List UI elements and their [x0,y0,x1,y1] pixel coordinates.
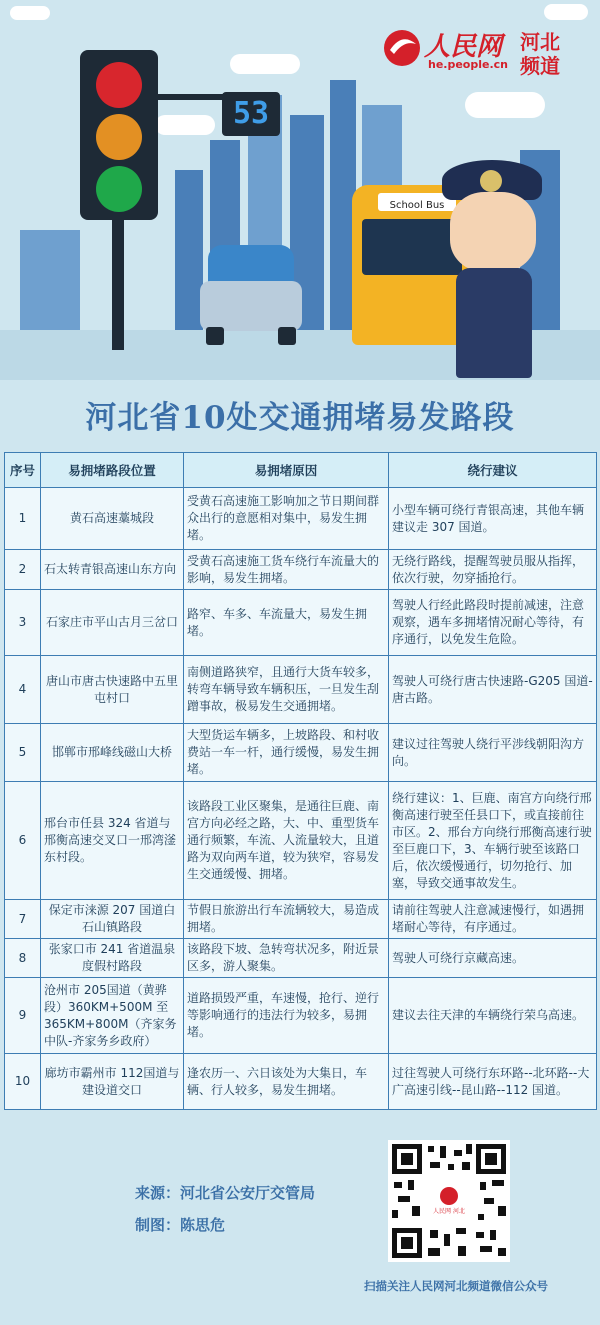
table-row [5,900,597,939]
traffic-pole [112,218,124,350]
traffic-light [80,50,158,220]
col-header-no: 序号 [5,453,41,488]
table-row [5,1054,597,1110]
channel-label: 河北 [520,30,560,54]
row-advice: 驾驶人行经此路段时提前减速，注意观察，遇车多拥堵情况耐心等待，有序通行，以免发生危险。 [389,590,597,656]
row-reason: 逢农历一、六日该处为大集日，车辆、行人较多，易发生拥堵。 [184,1054,389,1110]
designer-credit: 制图：陈思危 [135,1216,226,1234]
row-no: 1 [5,488,41,550]
row-no: 8 [5,939,41,978]
table-row [5,590,597,656]
row-reason: 路窄、车多、车流量大，易发生拥堵。 [184,590,389,656]
row-location: 黄石高速藁城段 [41,488,184,550]
row-no: 4 [5,656,41,724]
row-no: 7 [5,900,41,939]
table-row [5,978,597,1054]
row-advice: 无绕行路线，提醒驾驶员服从指挥，依次行驶，勿穿插抢行。 [389,550,597,590]
row-advice: 驾驶人可绕行唐古快速路-G205 国道-唐古路。 [389,656,597,724]
row-location: 邢台市任县 324 省道与邢衡高速交叉口一邢湾滏东村段。 [41,782,184,900]
row-reason: 节假日旅游出行车流辆较大，易造成拥堵。 [184,900,389,939]
page-title: 河北省10处交通拥堵易发路段 [85,400,515,436]
row-location: 唐山市唐古快速路中五里屯村口 [41,656,184,724]
countdown-value: 53 [232,96,270,131]
police-officer [428,160,558,380]
row-reason: 该路段下坡、急转弯状况多，附近景区多，游人聚集。 [184,939,389,978]
cloud [155,115,215,135]
table-row [5,656,597,724]
site-url: he.people.cn [428,58,508,71]
row-advice: 小型车辆可绕行青银高速，其他车辆建议走 307 国道。 [389,488,597,550]
row-no: 5 [5,724,41,782]
yellow-light-icon [96,114,142,160]
row-location: 邯郸市邢峰线磁山大桥 [41,724,184,782]
row-advice: 绕行建议：1、巨鹿、南宫方向绕行邢衡高速行驶至任县口下，或直接前往市区。2、邢台方向绕行邢衡高速行驶至巨鹿口下，3、车辆行驶至该路口后，依次缓慢通行，切勿抢行、加塞，导致交通事故发生。 [389,782,597,900]
countdown-display [222,92,280,136]
channel-label-2: 频道 [520,54,560,78]
row-no: 3 [5,590,41,656]
car [200,245,302,345]
row-reason: 受黄石高速施工影响加之节日期间群众出行的意愿相对集中，易发生拥堵。 [184,488,389,550]
congestion-table [4,452,597,1110]
row-advice: 请前往驾驶人注意减速慢行，如遇拥堵耐心等待，有序通过。 [389,900,597,939]
traffic-arm [156,94,226,100]
col-header-advice: 绕行建议 [389,453,597,488]
qr-code[interactable] [388,1140,510,1262]
row-reason: 道路损毁严重，车速慢，抢行、逆行等影响通行的违法行为较多，易拥堵。 [184,978,389,1054]
qr-badge-text: 人民网 河北 [433,1208,465,1215]
cloud [544,4,588,20]
row-advice: 建议去往天津的车辆绕行荣乌高速。 [389,978,597,1054]
hero-illustration [0,0,600,380]
row-no: 2 [5,550,41,590]
table-row [5,488,597,550]
row-location: 石家庄市平山古月三岔口 [41,590,184,656]
row-reason: 受黄石高速施工货车绕行车流量大的影响，易发生拥堵。 [184,550,389,590]
row-advice: 过往驾驶人可绕行东环路--北环路--大广高速引线--昆山路--112 国道。 [389,1054,597,1110]
row-advice: 驾驶人可绕行京藏高速。 [389,939,597,978]
row-location: 保定市涞源 207 国道白石山镇路段 [41,900,184,939]
red-light-icon [96,62,142,108]
col-header-reason: 易拥堵原因 [184,453,389,488]
bus-sign: School Bus [378,193,456,211]
people-logo [380,24,580,82]
row-location: 廊坊市霸州市 112国道与建设道交口 [41,1054,184,1110]
row-advice: 建议过往驾驶人绕行平涉线朝阳沟方向。 [389,724,597,782]
row-reason: 该路段工业区聚集，是通往巨鹿、南宫方向必经之路，大、中、重型货车通行频繁，车流、人流量较大，且道路为双向两车道，较为狭窄，容易发生交通缓慢、拥堵。 [184,782,389,900]
table-row [5,724,597,782]
table-row [5,939,597,978]
building [175,170,203,330]
table-row [5,550,597,590]
row-no: 6 [5,782,41,900]
table-row [5,782,597,900]
row-location: 石太转青银高速山东方向 [41,550,184,590]
cloud [230,54,300,74]
scan-hint: 扫描关注人民网河北频道微信公众号 [364,1279,548,1293]
building [20,230,80,330]
cloud [10,6,50,20]
green-light-icon [96,166,142,212]
source-credit: 来源：河北省公安厅交管局 [135,1184,316,1202]
row-no: 9 [5,978,41,1054]
row-location: 沧州市 205国道（黄骅段）360KM+500M 至 365KM+800M（齐家务中队-齐家务乡政府） [41,978,184,1054]
row-location: 张家口市 241 省道温泉度假村路段 [41,939,184,978]
site-name: 人民网 [424,32,503,62]
cloud [465,92,545,118]
row-reason: 大型货运车辆多，上坡路段、和村收费站一车一杆，通行缓慢，易发生拥堵。 [184,724,389,782]
col-header-location: 易拥堵路段位置 [41,453,184,488]
table-header-row [5,453,597,488]
row-reason: 南侧道路狭窄，且通行大货车较多，转弯车辆导致车辆积压，一旦发生刮蹭事故，极易发生交通拥堵。 [184,656,389,724]
row-no: 10 [5,1054,41,1110]
